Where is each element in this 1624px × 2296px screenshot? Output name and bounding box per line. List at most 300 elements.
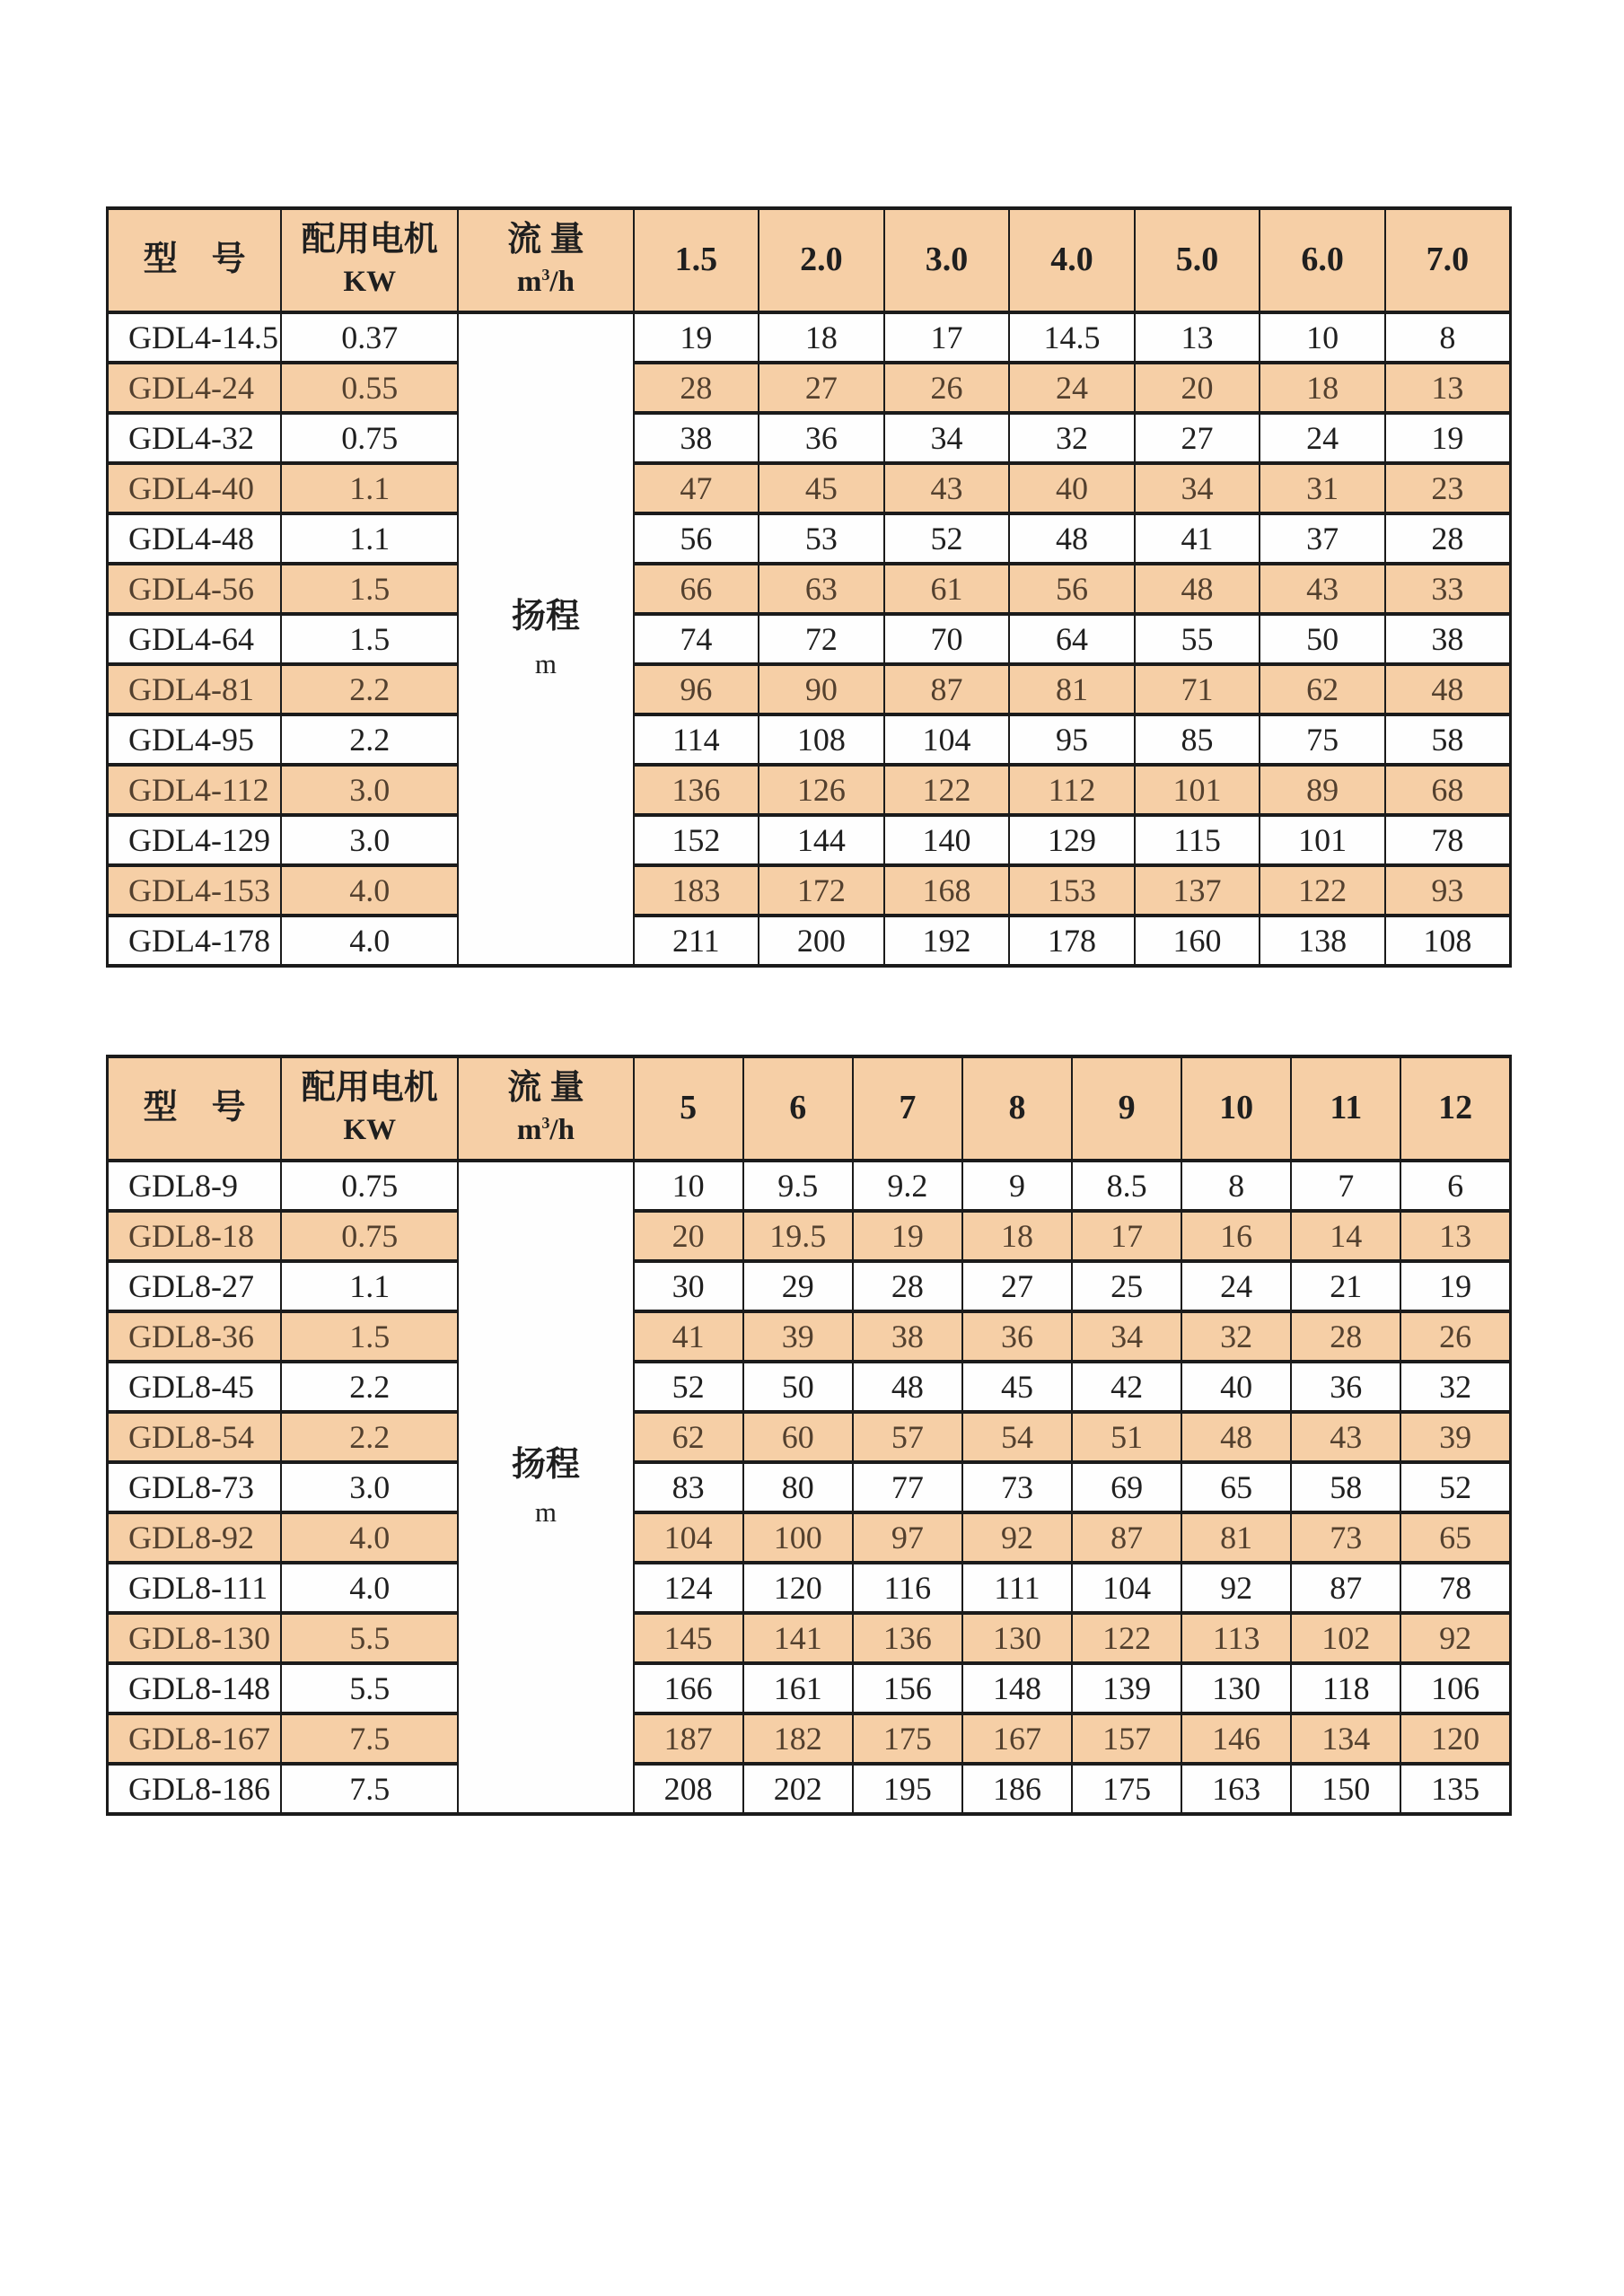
pump-head-value-cell: 150 (1291, 1764, 1400, 1814)
model-cell: GDL4-24 (108, 363, 282, 413)
pump-head-value-cell: 63 (759, 564, 884, 614)
pump-head-value-cell: 136 (853, 1613, 962, 1663)
pump-head-value-cell: 9.2 (853, 1161, 962, 1211)
pump-head-value-cell: 122 (1072, 1613, 1181, 1663)
motor-kw-cell: 0.37 (281, 312, 458, 363)
model-cell: GDL8-9 (108, 1161, 282, 1211)
pump-head-value-cell: 122 (1260, 865, 1385, 916)
pump-head-value-cell: 9.5 (743, 1161, 853, 1211)
pump-head-value-cell: 93 (1385, 865, 1511, 916)
pump-head-value-cell: 27 (1135, 413, 1260, 463)
pump-head-value-cell: 36 (962, 1311, 1072, 1362)
motor-kw-cell: 1.1 (281, 1261, 458, 1311)
pump-head-value-cell: 10 (634, 1161, 743, 1211)
pump-head-value-cell: 124 (634, 1563, 743, 1613)
pump-head-value-cell: 40 (1181, 1362, 1291, 1412)
pump-head-value-cell: 50 (743, 1362, 853, 1412)
pump-head-value-cell: 30 (634, 1261, 743, 1311)
pump-head-value-cell: 52 (634, 1362, 743, 1412)
col-header-flow (458, 208, 633, 312)
pump-head-value-cell: 114 (634, 714, 759, 765)
table-row (108, 714, 1511, 765)
flow-unit-base: m (516, 1114, 542, 1146)
pump-head-value-cell: 36 (1291, 1362, 1400, 1412)
pump-head-unit: m (534, 1495, 557, 1528)
pump-head-value-cell: 31 (1260, 463, 1385, 513)
pump-head-value-cell: 13 (1400, 1211, 1510, 1261)
pump-head-value-cell: 106 (1400, 1663, 1510, 1713)
table-row (108, 1563, 1511, 1613)
model-cell: GDL8-73 (108, 1462, 282, 1512)
table-row (108, 815, 1511, 865)
pump-head-value-cell: 111 (962, 1563, 1072, 1613)
col-header-flow-value: 7 (853, 1056, 962, 1161)
model-cell: GDL8-186 (108, 1764, 282, 1814)
col-header-flow-value: 10 (1181, 1056, 1291, 1161)
model-cell: GDL4-64 (108, 614, 282, 664)
pump-head-value-cell: 32 (1400, 1362, 1510, 1412)
pump-head-value-cell: 138 (1260, 916, 1385, 966)
motor-label: 配用电机 (301, 221, 438, 259)
pump-head-value-cell: 172 (759, 865, 884, 916)
table-row (108, 1211, 1511, 1261)
model-cell: GDL4-40 (108, 463, 282, 513)
pump-head-value-cell: 80 (743, 1462, 853, 1512)
pump-head-value-cell: 51 (1072, 1412, 1181, 1462)
flow-unit-sup: 3 (541, 1114, 550, 1132)
pump-head-value-cell: 54 (962, 1412, 1072, 1462)
pump-head-value-cell: 8 (1385, 312, 1511, 363)
pump-head-value-cell: 38 (1385, 614, 1511, 664)
pump-head-value-cell: 120 (1400, 1713, 1510, 1764)
col-header-motor (281, 1056, 458, 1161)
pump-head-value-cell: 19 (1385, 413, 1511, 463)
model-cell: GDL4-81 (108, 664, 282, 714)
pump-head-value-cell: 85 (1135, 714, 1260, 765)
pump-head-value-cell: 48 (853, 1362, 962, 1412)
table-row (108, 865, 1511, 916)
motor-kw-cell: 7.5 (281, 1764, 458, 1814)
pump-head-value-cell: 73 (962, 1462, 1072, 1512)
table-row (108, 564, 1511, 614)
pump-head-value-cell: 48 (1135, 564, 1260, 614)
motor-kw-cell: 5.5 (281, 1613, 458, 1663)
pump-head-value-cell: 144 (759, 815, 884, 865)
flow-unit (459, 265, 632, 301)
pump-head-value-cell: 208 (634, 1764, 743, 1814)
model-cell: GDL8-167 (108, 1713, 282, 1764)
col-header-flow-value: 7.0 (1385, 208, 1511, 312)
pump-head-value-cell: 146 (1181, 1713, 1291, 1764)
pump-head-value-cell: 139 (1072, 1663, 1181, 1713)
pump-head-value-cell: 87 (884, 664, 1010, 714)
pump-head-value-cell: 116 (853, 1563, 962, 1613)
pump-head-value-cell: 18 (1260, 363, 1385, 413)
model-cell: GDL4-32 (108, 413, 282, 463)
pump-head-value-cell: 148 (962, 1663, 1072, 1713)
pump-head-value-cell: 167 (962, 1713, 1072, 1764)
model-cell: GDL8-92 (108, 1512, 282, 1563)
pump-head-value-cell: 19.5 (743, 1211, 853, 1261)
pump-head-value-cell: 102 (1291, 1613, 1400, 1663)
pump-head-value-cell: 37 (1260, 513, 1385, 564)
pump-head-value-cell: 202 (743, 1764, 853, 1814)
pump-head-value-cell: 192 (884, 916, 1010, 966)
pump-head-value-cell: 74 (634, 614, 759, 664)
spec-table-gdl4 (106, 206, 1512, 968)
pump-head-value-cell: 186 (962, 1764, 1072, 1814)
pump-head-value-cell: 28 (1291, 1311, 1400, 1362)
pump-head-value-cell: 18 (759, 312, 884, 363)
table-row (108, 1713, 1511, 1764)
pump-head-value-cell: 43 (1260, 564, 1385, 614)
model-cell: GDL8-111 (108, 1563, 282, 1613)
pump-head-value-cell: 29 (743, 1261, 853, 1311)
pump-head-value-cell: 78 (1400, 1563, 1510, 1613)
motor-kw-cell: 5.5 (281, 1663, 458, 1713)
pump-head-value-cell: 23 (1385, 463, 1511, 513)
pump-head-unit: m (534, 647, 557, 679)
pump-head-value-cell: 39 (1400, 1412, 1510, 1462)
pump-head-value-cell: 26 (884, 363, 1010, 413)
pump-head-value-cell: 101 (1260, 815, 1385, 865)
model-cell: GDL8-36 (108, 1311, 282, 1362)
pump-head-value-cell: 42 (1072, 1362, 1181, 1412)
motor-kw-cell: 3.0 (281, 765, 458, 815)
pump-head-value-cell: 14 (1291, 1211, 1400, 1261)
pump-head-value-cell: 34 (884, 413, 1010, 463)
pump-head-value-cell: 141 (743, 1613, 853, 1663)
pump-head-column-cell (458, 1161, 633, 1814)
table-row (108, 916, 1511, 966)
spec-table-gdl8 (106, 1055, 1512, 1816)
pump-head-value-cell: 17 (1072, 1211, 1181, 1261)
pump-head-value-cell: 39 (743, 1311, 853, 1362)
pump-head-value-cell: 55 (1135, 614, 1260, 664)
pump-head-value-cell: 100 (743, 1512, 853, 1563)
pump-head-value-cell: 13 (1385, 363, 1511, 413)
pump-head-value-cell: 27 (962, 1261, 1072, 1311)
pump-head-value-cell: 178 (1009, 916, 1135, 966)
pump-head-value-cell: 7 (1291, 1161, 1400, 1211)
pump-head-value-cell: 38 (853, 1311, 962, 1362)
pump-head-value-cell: 28 (853, 1261, 962, 1311)
pump-head-value-cell: 65 (1400, 1512, 1510, 1563)
pump-head-value-cell: 28 (634, 363, 759, 413)
pump-head-value-cell: 8 (1181, 1161, 1291, 1211)
flow-unit-rest: /h (549, 266, 575, 298)
motor-kw-cell: 7.5 (281, 1713, 458, 1764)
pump-head-value-cell: 70 (884, 614, 1010, 664)
header-row (108, 208, 1511, 312)
pump-head-value-cell: 47 (634, 463, 759, 513)
col-header-flow-value: 8 (962, 1056, 1072, 1161)
pump-head-value-cell: 126 (759, 765, 884, 815)
pump-head-value-cell: 87 (1072, 1512, 1181, 1563)
pump-head-value-cell: 34 (1135, 463, 1260, 513)
motor-kw-cell: 2.2 (281, 1362, 458, 1412)
flow-unit-sup: 3 (541, 266, 550, 284)
model-cell: GDL8-18 (108, 1211, 282, 1261)
table-row (108, 1663, 1511, 1713)
motor-kw-cell: 4.0 (281, 1563, 458, 1613)
pump-head-value-cell: 77 (853, 1462, 962, 1512)
col-header-flow-value: 12 (1400, 1056, 1510, 1161)
pump-head-value-cell: 175 (1072, 1764, 1181, 1814)
table-row (108, 513, 1511, 564)
table-row (108, 1362, 1511, 1412)
motor-unit: KW (343, 266, 397, 298)
pump-head-value-cell: 20 (1135, 363, 1260, 413)
pump-head-value-cell: 182 (743, 1713, 853, 1764)
table-row (108, 1764, 1511, 1814)
pump-head-value-cell: 61 (884, 564, 1010, 614)
pump-head-value-cell: 24 (1181, 1261, 1291, 1311)
pump-head-value-cell: 130 (1181, 1663, 1291, 1713)
motor-unit: KW (343, 1114, 397, 1146)
col-header-flow-value: 2.0 (759, 208, 884, 312)
model-cell: GDL8-148 (108, 1663, 282, 1713)
model-cell: GDL4-153 (108, 865, 282, 916)
pump-head-value-cell: 81 (1009, 664, 1135, 714)
pump-head-value-cell: 14.5 (1009, 312, 1135, 363)
col-header-flow-value: 5 (634, 1056, 743, 1161)
pump-head-value-cell: 20 (634, 1211, 743, 1261)
motor-kw-cell: 1.1 (281, 513, 458, 564)
pump-head-value-cell: 13 (1135, 312, 1260, 363)
motor-kw-cell: 2.2 (281, 664, 458, 714)
pump-head-value-cell: 89 (1260, 765, 1385, 815)
table-row (108, 463, 1511, 513)
pump-head-value-cell: 45 (962, 1362, 1072, 1412)
pump-head-value-cell: 122 (884, 765, 1010, 815)
pump-head-value-cell: 78 (1385, 815, 1511, 865)
flow-unit-base: m (516, 266, 542, 298)
pump-head-value-cell: 69 (1072, 1462, 1181, 1512)
col-header-model: 型 号 (108, 208, 282, 312)
pump-head-value-cell: 24 (1260, 413, 1385, 463)
pump-head-value-cell: 175 (853, 1713, 962, 1764)
pump-head-value-cell: 18 (962, 1211, 1072, 1261)
header-row (108, 1056, 1511, 1161)
motor-kw-cell: 4.0 (281, 1512, 458, 1563)
motor-kw-cell: 1.1 (281, 463, 458, 513)
flow-unit (459, 1113, 632, 1149)
motor-kw-cell: 0.75 (281, 1161, 458, 1211)
pump-head-value-cell: 156 (853, 1663, 962, 1713)
pump-head-value-cell: 26 (1400, 1311, 1510, 1362)
col-header-flow-value: 4.0 (1009, 208, 1135, 312)
pump-head-value-cell: 27 (759, 363, 884, 413)
pump-head-value-cell: 43 (884, 463, 1010, 513)
pump-head-value-cell: 120 (743, 1563, 853, 1613)
pump-head-value-cell: 161 (743, 1663, 853, 1713)
pump-head-value-cell: 166 (634, 1663, 743, 1713)
pump-head-value-cell: 195 (853, 1764, 962, 1814)
pump-table-gdl4 (106, 206, 1512, 968)
pump-head-value-cell: 9 (962, 1161, 1072, 1211)
table-row (108, 1613, 1511, 1663)
pump-head-value-cell: 60 (743, 1412, 853, 1462)
col-header-model: 型 号 (108, 1056, 282, 1161)
pump-head-value-cell: 118 (1291, 1663, 1400, 1713)
pump-head-value-cell: 211 (634, 916, 759, 966)
pump-head-value-cell: 34 (1072, 1311, 1181, 1362)
pump-head-value-cell: 108 (759, 714, 884, 765)
pump-head-value-cell: 115 (1135, 815, 1260, 865)
motor-kw-cell: 1.5 (281, 614, 458, 664)
pump-head-value-cell: 72 (759, 614, 884, 664)
table-row (108, 765, 1511, 815)
pump-head-value-cell: 108 (1385, 916, 1511, 966)
motor-kw-cell: 1.5 (281, 564, 458, 614)
pump-head-value-cell: 104 (634, 1512, 743, 1563)
pump-head-value-cell: 134 (1291, 1713, 1400, 1764)
pump-head-value-cell: 96 (634, 664, 759, 714)
table-body-gdl4 (108, 312, 1511, 966)
pump-head-value-cell: 58 (1291, 1462, 1400, 1512)
table-row (108, 1412, 1511, 1462)
pump-head-value-cell: 6 (1400, 1161, 1510, 1211)
pump-head-value-cell: 48 (1385, 664, 1511, 714)
col-header-flow-value: 11 (1291, 1056, 1400, 1161)
model-cell: GDL8-130 (108, 1613, 282, 1663)
table-row (108, 312, 1511, 363)
pump-head-value-cell: 32 (1181, 1311, 1291, 1362)
table-row (108, 1161, 1511, 1211)
table-row (108, 664, 1511, 714)
pump-head-value-cell: 8.5 (1072, 1161, 1181, 1211)
pump-head-value-cell: 10 (1260, 312, 1385, 363)
motor-kw-cell: 3.0 (281, 815, 458, 865)
pump-head-value-cell: 43 (1291, 1412, 1400, 1462)
pump-head-value-cell: 50 (1260, 614, 1385, 664)
flow-label: 流 量 (507, 221, 584, 259)
table-row (108, 1462, 1511, 1512)
pump-head-value-cell: 137 (1135, 865, 1260, 916)
pump-head-value-cell: 83 (634, 1462, 743, 1512)
pump-head-value-cell: 56 (1009, 564, 1135, 614)
pump-head-value-cell: 38 (634, 413, 759, 463)
pump-head-value-cell: 145 (634, 1613, 743, 1663)
pump-head-value-cell: 153 (1009, 865, 1135, 916)
pump-head-value-cell: 160 (1135, 916, 1260, 966)
pump-head-value-cell: 90 (759, 664, 884, 714)
pump-head-value-cell: 140 (884, 815, 1010, 865)
pump-head-value-cell: 21 (1291, 1261, 1400, 1311)
col-header-flow-value: 9 (1072, 1056, 1181, 1161)
pump-head-value-cell: 19 (853, 1211, 962, 1261)
model-cell: GDL4-129 (108, 815, 282, 865)
table-row (108, 614, 1511, 664)
pump-head-value-cell: 41 (634, 1311, 743, 1362)
pump-head-value-cell: 36 (759, 413, 884, 463)
flow-unit-rest: /h (549, 1114, 575, 1146)
pump-head-value-cell: 73 (1291, 1512, 1400, 1563)
pump-head-value-cell: 19 (634, 312, 759, 363)
pump-head-value-cell: 19 (1400, 1261, 1510, 1311)
pump-head-value-cell: 92 (1400, 1613, 1510, 1663)
pump-head-value-cell: 71 (1135, 664, 1260, 714)
pump-head-value-cell: 57 (853, 1412, 962, 1462)
col-header-flow-value: 6 (743, 1056, 853, 1161)
pump-head-value-cell: 56 (634, 513, 759, 564)
pump-head-value-cell: 129 (1009, 815, 1135, 865)
pump-head-value-cell: 65 (1181, 1462, 1291, 1512)
motor-kw-cell: 0.75 (281, 413, 458, 463)
pump-head-value-cell: 187 (634, 1713, 743, 1764)
pump-head-value-cell: 168 (884, 865, 1010, 916)
pump-head-value-cell: 152 (634, 815, 759, 865)
col-header-flow-value: 1.5 (634, 208, 759, 312)
pump-head-value-cell: 52 (884, 513, 1010, 564)
motor-label: 配用电机 (301, 1069, 438, 1108)
pump-head-value-cell: 41 (1135, 513, 1260, 564)
pump-head-value-cell: 66 (634, 564, 759, 614)
pump-head-value-cell: 48 (1181, 1412, 1291, 1462)
pump-head-value-cell: 58 (1385, 714, 1511, 765)
pump-head-value-cell: 104 (1072, 1563, 1181, 1613)
pump-head-value-cell: 48 (1009, 513, 1135, 564)
model-cell: GDL4-56 (108, 564, 282, 614)
pump-head-value-cell: 52 (1400, 1462, 1510, 1512)
pump-head-value-cell: 163 (1181, 1764, 1291, 1814)
motor-kw-cell: 3.0 (281, 1462, 458, 1512)
pump-head-column-cell (458, 312, 633, 966)
col-header-flow-value: 5.0 (1135, 208, 1260, 312)
pump-head-value-cell: 24 (1009, 363, 1135, 413)
motor-kw-cell: 2.2 (281, 1412, 458, 1462)
pump-head-value-cell: 40 (1009, 463, 1135, 513)
pump-head-value-cell: 101 (1135, 765, 1260, 815)
pump-head-value-cell: 97 (853, 1512, 962, 1563)
pump-head-value-cell: 33 (1385, 564, 1511, 614)
pump-head-value-cell: 62 (1260, 664, 1385, 714)
table-row (108, 1311, 1511, 1362)
col-header-motor (281, 208, 458, 312)
motor-kw-cell: 4.0 (281, 916, 458, 966)
table-row (108, 413, 1511, 463)
pump-head-value-cell: 64 (1009, 614, 1135, 664)
pump-table-gdl8 (106, 1055, 1512, 1816)
pump-head-value-cell: 75 (1260, 714, 1385, 765)
model-cell: GDL4-14.5 (108, 312, 282, 363)
col-header-flow-value: 3.0 (884, 208, 1010, 312)
motor-kw-cell: 4.0 (281, 865, 458, 916)
model-cell: GDL8-54 (108, 1412, 282, 1462)
pump-head-value-cell: 32 (1009, 413, 1135, 463)
pump-head-value-cell: 136 (634, 765, 759, 815)
flow-label: 流 量 (507, 1069, 584, 1108)
motor-kw-cell: 0.55 (281, 363, 458, 413)
motor-kw-cell: 1.5 (281, 1311, 458, 1362)
table-row (108, 1261, 1511, 1311)
motor-kw-cell: 0.75 (281, 1211, 458, 1261)
pump-head-value-cell: 16 (1181, 1211, 1291, 1261)
pump-head-value-cell: 113 (1181, 1613, 1291, 1663)
pump-head-value-cell: 95 (1009, 714, 1135, 765)
pump-head-value-cell: 45 (759, 463, 884, 513)
pump-head-value-cell: 87 (1291, 1563, 1400, 1613)
pump-head-label: 扬程 (511, 1446, 580, 1485)
table-row (108, 1512, 1511, 1563)
model-cell: GDL4-48 (108, 513, 282, 564)
pump-head-value-cell: 135 (1400, 1764, 1510, 1814)
pump-head-value-cell: 68 (1385, 765, 1511, 815)
pump-head-value-cell: 81 (1181, 1512, 1291, 1563)
pump-head-value-cell: 53 (759, 513, 884, 564)
pump-head-value-cell: 200 (759, 916, 884, 966)
